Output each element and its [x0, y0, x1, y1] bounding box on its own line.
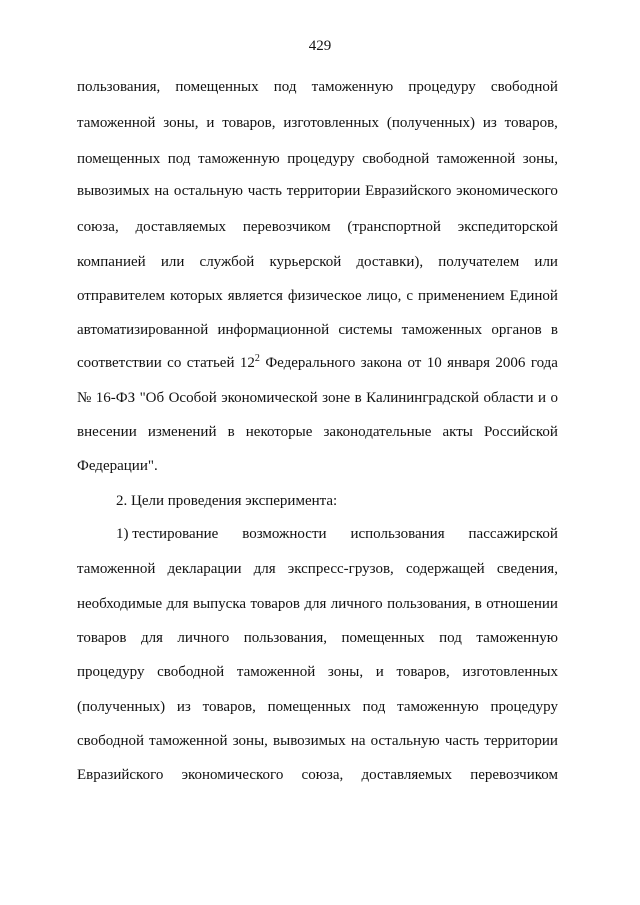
text-line: компанией или службой курьерской доставки), получателем или [77, 254, 558, 270]
text-line: № 16-ФЗ "Об Особой экономической зоне в Калининградской области и о [77, 390, 558, 406]
text-line: Федерации". [77, 458, 158, 474]
page-number: 429 [308, 38, 332, 54]
text-line: свободной таможенной зоны, вывозимых на остальную часть территории [77, 733, 558, 749]
text-line: 1) тестирование возможности использования пассажирской [116, 526, 558, 542]
text-line: товаров для личного пользования, помещенных под таможенную [77, 630, 558, 646]
text-line: процедуру свободной таможенной зоны, и товаров, изготовленных [77, 664, 558, 680]
text-line: Евразийского экономического союза, доставляемых перевозчиком [77, 767, 558, 783]
text-line: необходимые для выпуска товаров для личного пользования, в отношении [77, 596, 558, 612]
text-line: вывозимых на остальную часть территории Евразийского экономического [77, 183, 558, 199]
superscript-article-number: 2 [254, 353, 260, 364]
text-line: соответствии со статьей $12^2$ Федерального закона от 10 января 2006 года [77, 353, 558, 371]
text-line: автоматизированной информационной системы таможенных органов в [77, 322, 558, 338]
text-line: союза, доставляемых перевозчиком (транспортной экспедиторской [77, 219, 558, 235]
text-line: помещенных под таможенную процедуру свободной таможенной зоны, [77, 151, 558, 167]
text-line: отправителем которых является физическое лицо, с применением Единой [77, 288, 558, 304]
section-heading: 2. Цели проведения эксперимента: [116, 493, 338, 509]
text-line: таможенной декларации для экспресс-грузов, содержащей сведения, [77, 561, 558, 577]
text-line: таможенной зоны, и товаров, изготовленных (полученных) из товаров, [77, 115, 558, 131]
text-line: внесении изменений в некоторые законодательные акты Российской [77, 424, 558, 440]
text-line: пользования, помещенных под таможенную процедуру свободной [77, 79, 558, 95]
text-line: (полученных) из товаров, помещенных под таможенную процедуру [77, 699, 558, 715]
